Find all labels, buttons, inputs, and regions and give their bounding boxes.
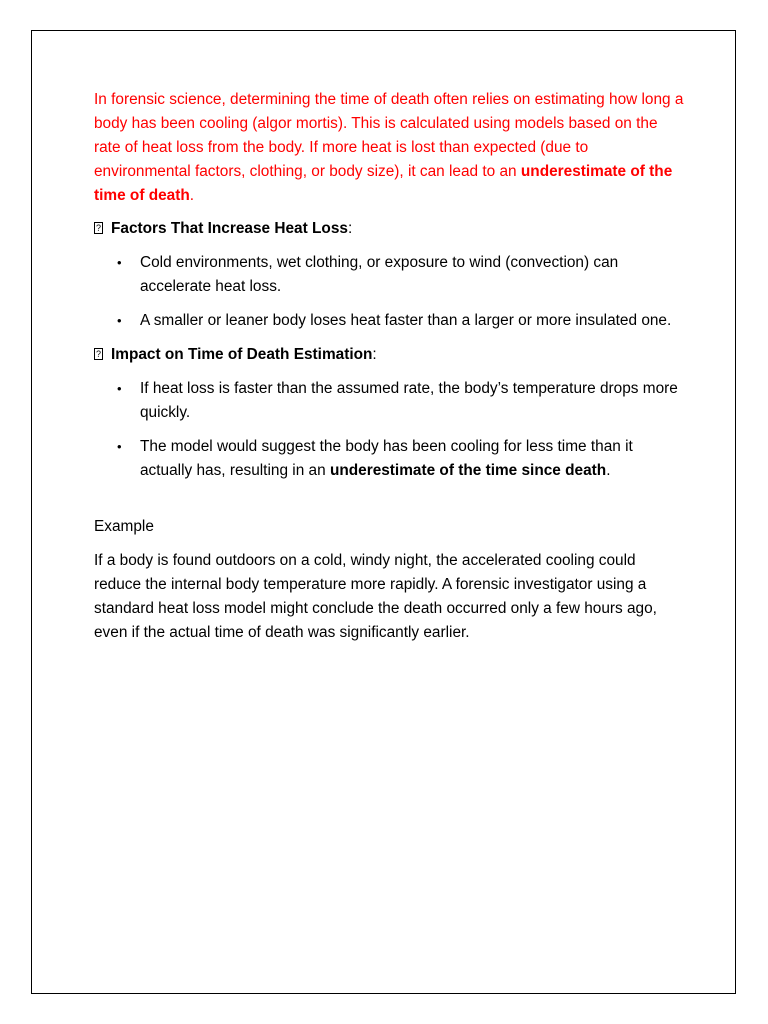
bullet-icon: • (117, 313, 122, 328)
list-item-end: . (606, 462, 611, 479)
list-item (94, 251, 684, 299)
section-colon: : (347, 220, 353, 237)
document-page (31, 30, 736, 994)
missing-glyph-icon (94, 348, 103, 360)
list-item-text: A smaller or leaner body loses heat faster than a larger or more insulated one. (140, 312, 672, 329)
document-body (94, 88, 684, 645)
list-item-emphasis: underestimate of the time since death (329, 462, 607, 479)
bullet-icon: • (117, 255, 122, 270)
intro-emphasis: underestimate of the time of death (94, 163, 673, 204)
section-title-impact: Impact on Time of Death Estimation (111, 346, 373, 363)
list-item-text: If heat loss is faster than the assumed rate, the body’s temperature drops more quickly. (140, 380, 678, 421)
list-item (94, 309, 684, 333)
list-item (94, 435, 684, 483)
section-heading-impact (94, 343, 684, 367)
missing-glyph-icon (94, 222, 103, 234)
bullet-icon: • (117, 439, 122, 454)
impact-list (94, 377, 684, 483)
example-label: Example (94, 518, 154, 535)
example-paragraph: If a body is found outdoors on a cold, windy night, the accelerated cooling could reduce the internal body temperature more rapidly. A forensic investigator using a standard heat loss model might conclude the death occurred only a few hours ago, even if the actual time of death was significantly earlier. (94, 552, 657, 641)
section-colon: : (372, 346, 377, 363)
section-title-factors: Factors That Increase Heat Loss (111, 220, 348, 237)
bullet-icon: • (117, 381, 122, 396)
intro-paragraph (94, 88, 684, 208)
list-item-text: Cold environments, wet clothing, or exposure to wind (convection) can accelerate heat loss. (140, 254, 619, 295)
list-item-text: The model would suggest the body has been cooling for less time than it actually has, resulting in an (140, 438, 633, 479)
list-item (94, 377, 684, 425)
intro-end: . (189, 187, 195, 204)
spacer (94, 493, 684, 515)
intro-text: In forensic science, determining the time of death often relies on estimating how long a body has been cooling (algor mortis). This is calculated using models based on the rate of heat loss from the body. If more heat is lost than expected (due to environmental factors, clothing, or body size), it can lead to an (94, 91, 684, 180)
factors-list (94, 251, 684, 333)
section-heading-factors (94, 217, 684, 241)
